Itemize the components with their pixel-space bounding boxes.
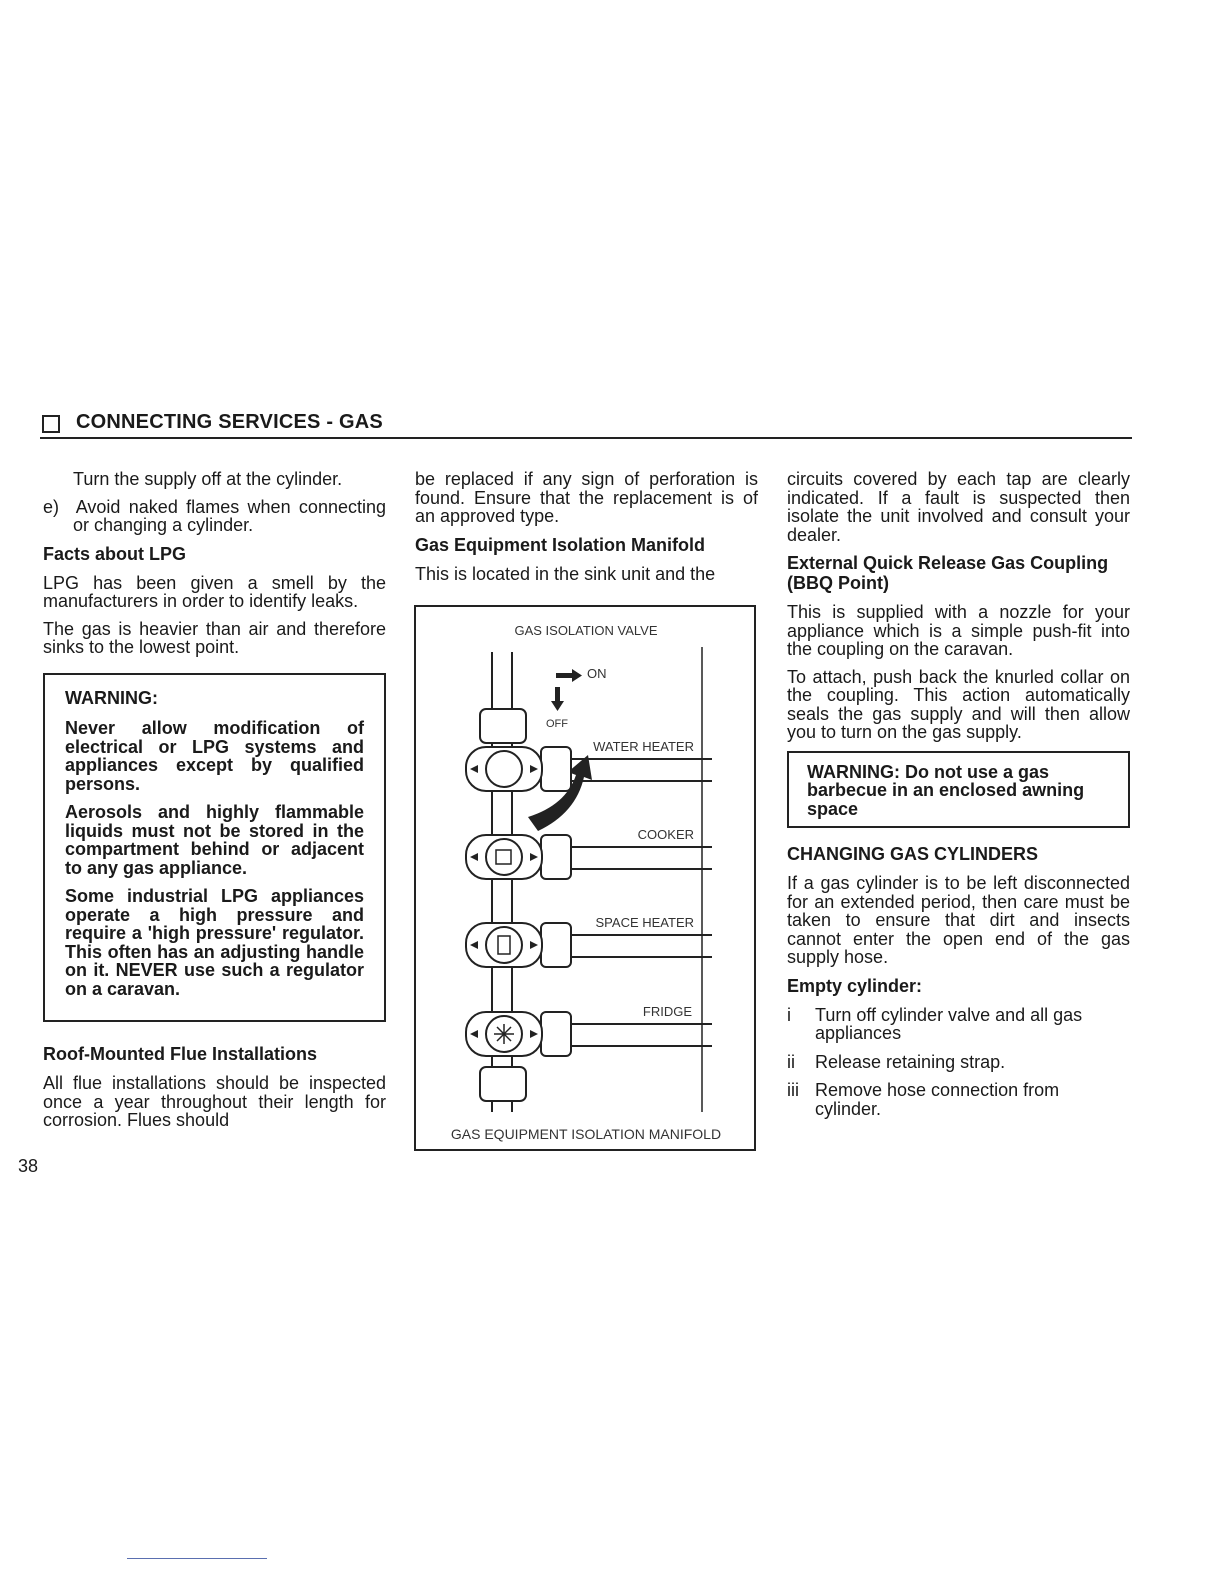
- warning-high-pressure: Some industrial LPG appliances operate a high pressure and require a 'high pressure' regulator. This often has an adjusting handle on it. NEVER use such a regulator on a caravan.: [65, 886, 364, 999]
- list-item: [787, 1081, 1130, 1118]
- list-text: Remove hose connection from cylinder.: [815, 1080, 1060, 1119]
- warning-modification: Never allow modification of electrical or LPG systems and appliances except by qualified persons.: [65, 718, 364, 794]
- heading-roof-flue: Roof-Mounted Flue Installations: [43, 1044, 317, 1064]
- paragraph-nozzle: This is supplied with a nozzle for your appliance which is a simple push-fit into the coupling on the caravan.: [787, 602, 1130, 659]
- heading-changing-cylinders: CHANGING GAS CYLINDERS: [787, 844, 1039, 864]
- checkbox-square-icon: [42, 415, 60, 433]
- paragraph-supply-off: Turn the supply off at the cylinder.: [73, 469, 343, 489]
- paragraph-attach: To attach, push back the knurled collar on the coupling. This action automatically seals the gas supply and will then allow you to turn on the gas supply.: [787, 666, 1130, 742]
- label-space-heater: SPACE HEATER: [595, 915, 694, 930]
- list-item: [787, 1053, 1130, 1072]
- paragraph-avoid-flames: [43, 498, 386, 535]
- warning-box: [43, 673, 386, 1023]
- paragraph-circuits: circuits covered by each tap are clearly indicated. If a fault is suspected then isolate the unit involved and consult your dealer.: [787, 469, 1130, 545]
- column-right: [787, 470, 1130, 1128]
- paragraph-disconnected: If a gas cylinder is to be left disconnected for an extended period, then care must be taken to ensure that dirt and insects cannot enter the open end of the gas supply hose.: [787, 873, 1130, 967]
- label-off: OFF: [546, 718, 568, 730]
- manifold-illustration: [416, 607, 758, 1153]
- list-text: Avoid naked flames when connecting or changing a cylinder.: [73, 496, 386, 535]
- caption-gas-isolation-valve: GAS ISOLATION VALVE: [514, 623, 658, 638]
- paragraph-lpg-smell: LPG has been given a smell by the manufacturers in order to identify leaks.: [43, 572, 386, 611]
- warning-aerosols: Aerosols and highly flammable liquids must not be stored in the compartment behind or adjacent to any gas appliance.: [65, 802, 364, 878]
- tap-direction-arrows: [470, 765, 538, 1038]
- list-marker: e): [43, 496, 60, 517]
- list-text: Release retaining strap.: [815, 1051, 1006, 1072]
- column-middle: [415, 470, 758, 592]
- list-item: [787, 1006, 1130, 1043]
- label-fridge: FRIDGE: [642, 1004, 692, 1019]
- manifold-diagram: [414, 605, 756, 1151]
- warning-title: WARNING:: [65, 687, 158, 708]
- paragraph-lpg-heavier: The gas is heavier than air and therefore sinks to the lowest point.: [43, 618, 386, 657]
- label-cooker: COOKER: [637, 827, 694, 842]
- column-left: [43, 470, 386, 1139]
- paragraph-flue-inspection: All flue installations should be inspected once a year throughout their length for corrosion. Flues should: [43, 1073, 386, 1130]
- section-title: CONNECTING SERVICES - GAS: [76, 411, 383, 433]
- list-number: iii: [787, 1080, 799, 1100]
- caption-manifold: GAS EQUIPMENT ISOLATION MANIFOLD: [450, 1126, 722, 1142]
- on-off-arrows: [551, 669, 582, 711]
- heading-quick-release: External Quick Release Gas Coupling (BBQ Point): [787, 553, 1109, 593]
- section-header: [40, 409, 1132, 439]
- page-number: 38: [18, 1156, 39, 1176]
- list-number: i: [787, 1004, 791, 1025]
- heading-isolation-manifold: Gas Equipment Isolation Manifold: [415, 534, 706, 555]
- list-number: ii: [787, 1051, 795, 1072]
- heading-facts-lpg: Facts about LPG: [43, 543, 187, 564]
- paragraph-sink-unit: This is located in the sink unit and the: [415, 563, 716, 584]
- footer-divider: [127, 1558, 267, 1559]
- warning-barbecue-box: WARNING: Do not use a gas barbecue in an enclosed awning space: [787, 751, 1130, 829]
- list-text: Turn off cylinder valve and all gas appliances: [815, 1004, 1083, 1043]
- label-on: ON: [587, 666, 607, 681]
- paragraph-perforation: be replaced if any sign of perforation is found. Ensure that the replacement is of an approved type.: [415, 469, 758, 526]
- heading-empty-cylinder: Empty cylinder:: [787, 975, 923, 996]
- label-water-heater: WATER HEATER: [593, 739, 694, 754]
